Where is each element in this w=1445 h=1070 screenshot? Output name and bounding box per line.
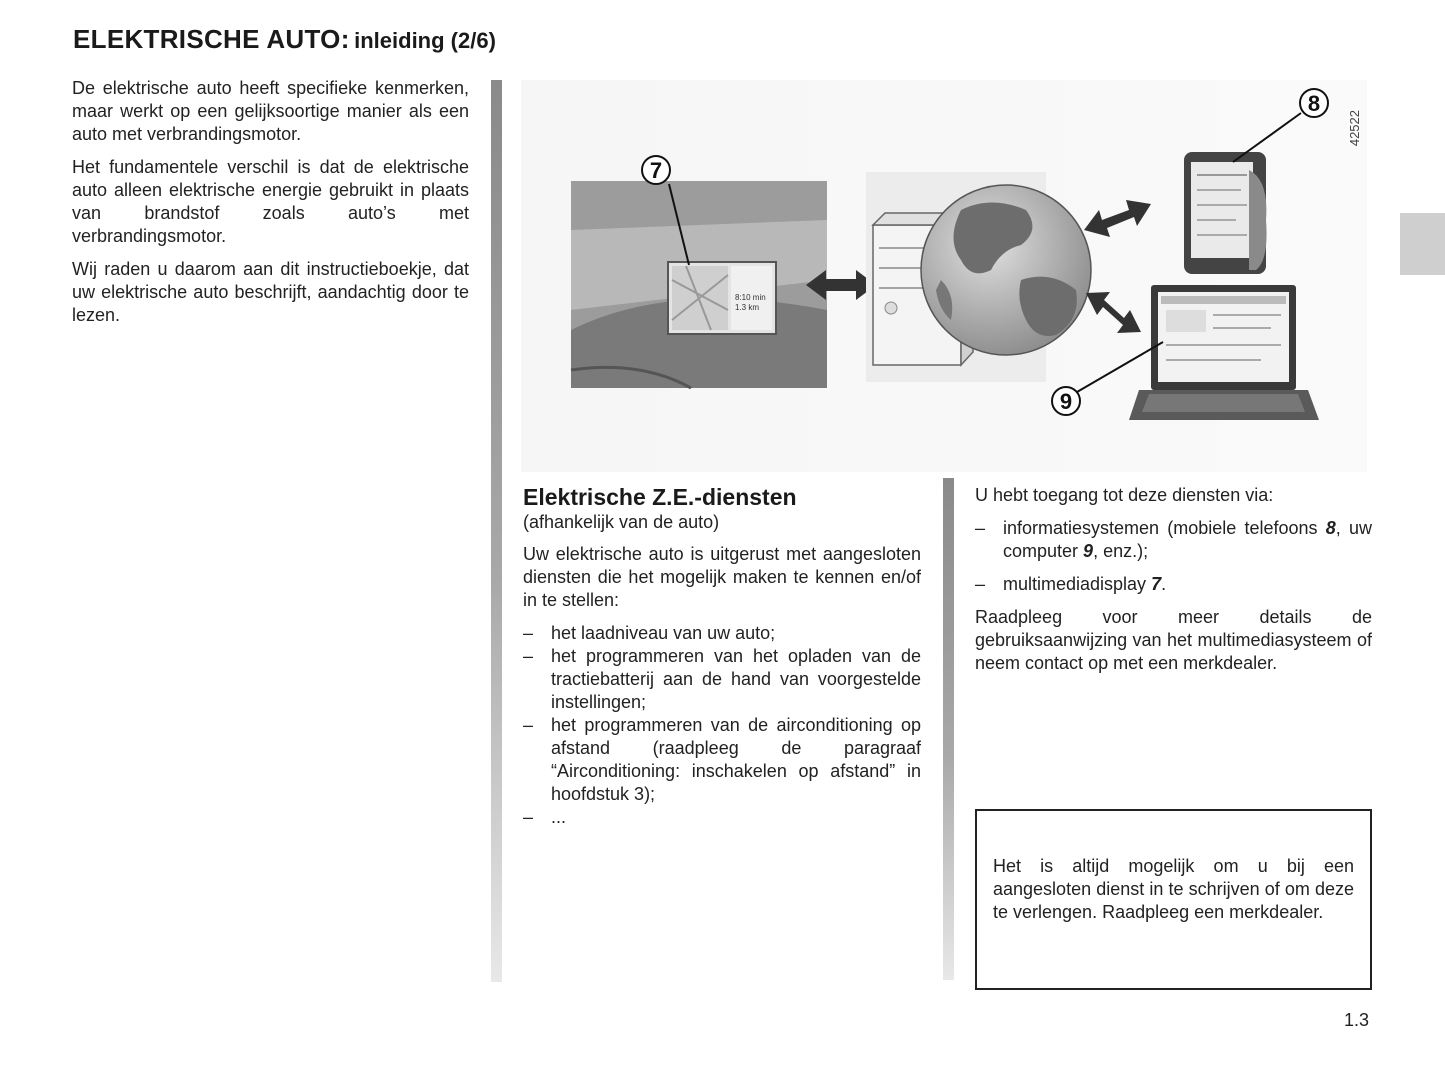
laptop-image bbox=[1129, 285, 1319, 420]
callout-badge bbox=[642, 156, 670, 184]
svg-text:8:10 min: 8:10 min bbox=[735, 293, 766, 302]
access-column bbox=[975, 484, 1372, 685]
access-details: Raadpleeg voor meer details de gebruiksaanwijzing van het multimediasysteem of neem contact op met een merkdealer. bbox=[975, 607, 1372, 673]
callout-label: 7 bbox=[649, 158, 663, 183]
item-text: informatiesystemen (mobiele telefoons bbox=[1003, 518, 1326, 538]
list-item: – het programmeren van de airconditioning op afstand (raadpleeg de paragraaf “Airconditioning: inschakelen op afstand” in hoofdstuk 3); bbox=[523, 714, 921, 806]
chapter-tab bbox=[1400, 213, 1445, 275]
svg-text:1.3 km: 1.3 km bbox=[735, 303, 760, 312]
list-item: – het laadniveau van uw auto; bbox=[523, 622, 921, 645]
page-number: 1.3 bbox=[1344, 1010, 1370, 1030]
note-text: Het is altijd mogelijk om u bij een aangesloten dienst in te schrijven of om deze te verlengen. Raadpleeg een merkdealer. bbox=[993, 856, 1354, 922]
item-text: , uw computer bbox=[1003, 518, 1372, 561]
dashboard-multimedia-image bbox=[571, 181, 827, 388]
note-box bbox=[975, 809, 1372, 990]
smartphone-image bbox=[1184, 152, 1267, 274]
callout-label: 8 bbox=[1307, 91, 1321, 116]
callout-label: 9 bbox=[1059, 389, 1073, 414]
services-intro: Uw elektrische auto is uitgerust met aangesloten diensten die het mogelijk maken te kennen en/of in te stellen: bbox=[523, 544, 921, 610]
list-item bbox=[975, 573, 1372, 596]
list-item: – het programmeren van het opladen van de tractiebatterij aan de hand van voorgestelde instellingen; bbox=[523, 645, 921, 714]
item-text: multimediadisplay bbox=[1003, 574, 1152, 594]
access-list bbox=[975, 517, 1372, 596]
services-list bbox=[523, 622, 921, 829]
services-column bbox=[523, 483, 921, 839]
list-item: – ... bbox=[523, 806, 921, 829]
services-subheading: (afhankelijk van de auto) bbox=[523, 512, 720, 532]
access-intro: U hebt toegang tot deze diensten via: bbox=[975, 485, 1274, 505]
column-divider-bar bbox=[491, 80, 502, 982]
intro-paragraph: Het fundamentele verschil is dat de elektrische auto alleen elektrische energie gebruikt in plaats van brandstof zoals auto’s met verbrandingsmotor. bbox=[72, 157, 469, 246]
callout-badge bbox=[1052, 387, 1080, 415]
services-heading: Elektrische Z.E.-diensten bbox=[523, 484, 797, 510]
callout-ref: 8 bbox=[1325, 518, 1336, 538]
callout-ref: 7 bbox=[1151, 574, 1162, 594]
item-text: . bbox=[1161, 574, 1167, 594]
list-item bbox=[975, 517, 1372, 563]
title-sub: inleiding (2/6) bbox=[354, 28, 496, 53]
item-text: , enz.); bbox=[1093, 541, 1149, 561]
figure-code: 42522 bbox=[1347, 110, 1362, 147]
intro-paragraph: Wij raden u daarom aan dit instructieboekje, dat uw elektrische auto beschrijft, aandachtig door te lezen. bbox=[72, 259, 469, 325]
intro-column bbox=[72, 77, 469, 337]
intro-paragraph: De elektrische auto heeft specifieke kenmerken, maar werkt op een gelijksoortige manier als een auto met verbrandingsmotor. bbox=[72, 78, 469, 144]
title-main: ELEKTRISCHE AUTO: bbox=[73, 24, 350, 54]
connected-services-illustration bbox=[521, 80, 1367, 472]
globe-icon bbox=[921, 185, 1091, 355]
page-title bbox=[73, 24, 496, 55]
callout-badge bbox=[1300, 89, 1328, 117]
column-divider-bar bbox=[943, 478, 954, 980]
callout-ref: 9 bbox=[1083, 541, 1094, 561]
